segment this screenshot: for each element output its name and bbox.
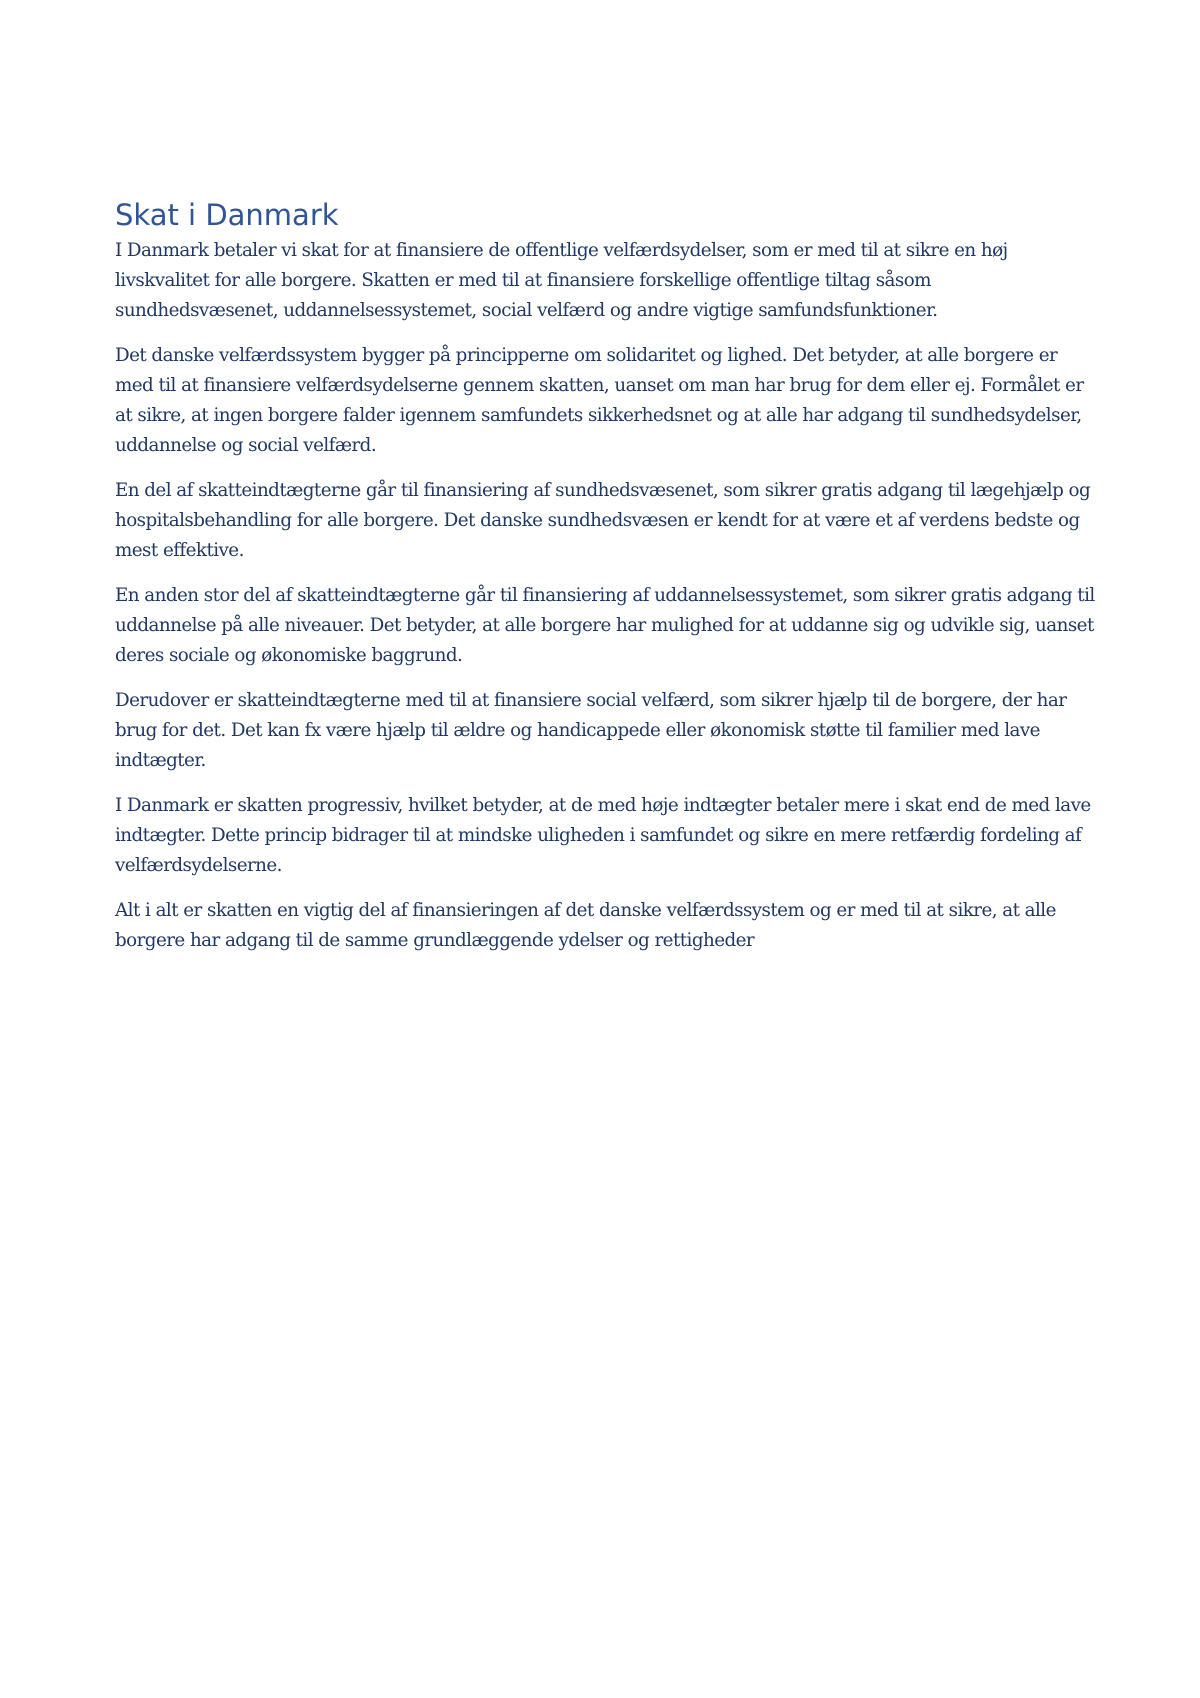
paragraph-4: En anden stor del af skatteindtægterne går til finansiering af uddannelsessystemet, som sikrer gratis adgang til uddannelse på alle niveauer. Det betyder, at alle borgere har mulighed for at uddanne sig og udvikle sig, uanset deres sociale og økonomiske baggrund. [115, 585, 1095, 666]
paragraph-7: Alt i alt er skatten en vigtig del af finansieringen af det danske velfærdssystem og er med til at sikre, at alle borgere har adgang til de samme grundlæggende ydelser og rettigheder [115, 900, 1056, 951]
paragraph-2: Det danske velfærdssystem bygger på principperne om solidaritet og lighed. Det betyder, at alle borgere er med til at finansiere velfærdsydelserne gennem skatten, uanset om man har brug for dem eller ej. Formålet er at sikre, at ingen borgere falder igennem samfundets sikkerhedsnet og at alle har adgang til sundhedsydelser, uddannelse og social velfærd. [115, 345, 1084, 456]
document-title: Skat i Danmark [115, 198, 339, 232]
paragraph-5: Derudover er skatteindtægterne med til at finansiere social velfærd, som sikrer hjælp til de borgere, der har brug for det. Det kan fx være hjælp til ældre og handicappede eller økonomisk støtte til familier med lave indtægter. [115, 690, 1067, 771]
paragraph-1: I Danmark betaler vi skat for at finansiere de offentlige velfærdsydelser, som er med til at sikre en høj livskvalitet for alle borgere. Skatten er med til at finansiere forskellige offentlige tiltag såsom sundhedsvæsenet, uddannelsessystemet, social velfærd og andre vigtige samfundsfunktioner. [115, 240, 1008, 321]
paragraph-6: I Danmark er skatten progressiv, hvilket betyder, at de med høje indtægter betaler mere i skat end de med lave indtægter. Dette princip bidrager til at mindske uligheden i samfundet og sikre en mere retfærdig fordeling af velfærdsydelserne. [115, 795, 1091, 876]
paragraph-3: En del af skatteindtægterne går til finansiering af sundhedsvæsenet, som sikrer gratis adgang til lægehjælp og hospitalsbehandling for alle borgere. Det danske sundhedsvæsen er kendt for at være et af verdens bedste og mest effektive. [115, 480, 1091, 561]
document-body [115, 196, 1095, 971]
